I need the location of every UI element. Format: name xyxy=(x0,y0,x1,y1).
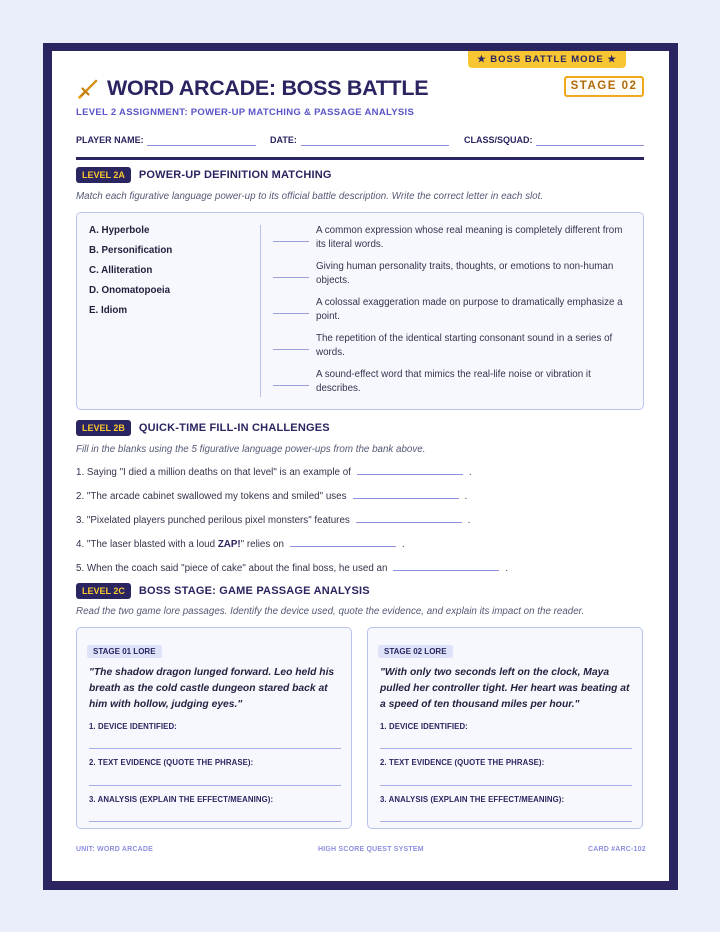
term-item: E. Idiom xyxy=(89,305,128,316)
date-label: DATE: xyxy=(270,135,297,145)
device-answer-line[interactable] xyxy=(89,748,341,749)
lore-card xyxy=(367,627,643,829)
prompt-end: . xyxy=(464,491,468,502)
level-pill: LEVEL 2C xyxy=(76,583,131,599)
answer-slot[interactable] xyxy=(273,349,309,350)
device-label: 1. DEVICE IDENTIFIED: xyxy=(380,722,468,731)
prompt-end: . xyxy=(468,467,472,478)
level-pill: LEVEL 2B xyxy=(76,420,131,436)
matching-divider xyxy=(260,225,261,397)
term-bank xyxy=(89,225,172,325)
matching-box xyxy=(76,212,644,410)
prompt-bold: ZAP! xyxy=(217,539,241,550)
device-label: 1. DEVICE IDENTIFIED: xyxy=(89,722,177,731)
definition-text: A colossal exaggeration made on purpose to dramatically emphasize a point. xyxy=(316,297,623,322)
definition-item xyxy=(273,332,633,368)
evidence-label: 2. TEXT EVIDENCE (QUOTE THE PHRASE): xyxy=(89,758,254,767)
prompt-text: 2. "The arcade cabinet swallowed my tokens and smiled" uses xyxy=(76,491,347,502)
definition-item xyxy=(273,260,633,296)
prompt-text: 3. "Pixelated players punched perilous pixel monsters" features xyxy=(76,515,350,526)
prompt-text-after: " relies on xyxy=(240,539,284,550)
sword-icon xyxy=(76,77,100,101)
definition-text: The repetition of the identical starting consonant sound in a series of words. xyxy=(316,333,613,358)
definition-text: A sound-effect word that mimics the real-life noise or vibration it describes. xyxy=(316,369,591,394)
section-2b-instructions: Fill in the blanks using the 5 figurative language power-ups from the bank above. xyxy=(76,444,426,455)
evidence-label: 2. TEXT EVIDENCE (QUOTE THE PHRASE): xyxy=(380,758,545,767)
analysis-label: 3. ANALYSIS (EXPLAIN THE EFFECT/MEANING): xyxy=(380,795,565,804)
footer-unit: UNIT: WORD ARCADE xyxy=(76,846,154,853)
lore-quote: "With only two seconds left on the clock, Maya pulled her controller tight. Her heart was beating at a speed of ten thousand miles per hour." xyxy=(380,667,630,710)
page-title: WORD ARCADE: BOSS BATTLE xyxy=(107,76,429,100)
answer-blank[interactable] xyxy=(353,488,459,499)
evidence-answer-line[interactable] xyxy=(380,785,632,786)
title-row xyxy=(76,76,428,101)
term-item: D. Onomatopoeia xyxy=(89,285,171,296)
answer-slot[interactable] xyxy=(273,277,309,278)
term-item: C. Alliteration xyxy=(89,265,153,276)
section-2c-header xyxy=(76,583,370,599)
class-squad-label: CLASS/SQUAD: xyxy=(464,135,533,145)
definition-text: Giving human personality traits, thoughts, or emotions to non-human objects. xyxy=(316,261,614,286)
prompt-end: . xyxy=(401,539,405,550)
section-2b-header xyxy=(76,420,330,436)
fill-in-item xyxy=(76,536,644,560)
lore-quote: "The shadow dragon lunged forward. Leo held his breath as the cold castle dungeon stared back at him with hollow, judging eyes." xyxy=(89,667,335,710)
definition-text: A common expression whose real meaning is completely different from its literal words. xyxy=(316,225,623,250)
evidence-answer-line[interactable] xyxy=(89,785,341,786)
answer-slot[interactable] xyxy=(273,313,309,314)
answer-blank[interactable] xyxy=(393,560,499,571)
section-2a-header xyxy=(76,167,332,183)
definition-item xyxy=(273,368,633,404)
prompt-text: 4. "The laser blasted with a loud xyxy=(76,539,218,550)
footer-system: HIGH SCORE QUEST SYSTEM xyxy=(318,846,424,853)
answer-blank[interactable] xyxy=(290,536,396,547)
section-2a-instructions: Match each figurative language power-up to its official battle description. Write the correct letter in each slot. xyxy=(76,191,544,202)
lore-tag: STAGE 01 LORE xyxy=(87,645,162,658)
fill-in-list xyxy=(76,464,644,584)
prompt-text: 1. Saying "I died a million deaths on that level" is an example of xyxy=(76,467,351,478)
fill-in-item xyxy=(76,560,644,584)
lore-tag: STAGE 02 LORE xyxy=(378,645,453,658)
player-name-label: PLAYER NAME: xyxy=(76,135,144,145)
term-item: A. Hyperbole xyxy=(89,225,150,236)
prompt-end: . xyxy=(505,563,509,574)
stage-badge: STAGE 02 xyxy=(564,76,644,97)
prompt-end: . xyxy=(467,515,471,526)
student-info-row xyxy=(76,134,644,148)
fill-in-item xyxy=(76,488,644,512)
fill-in-item xyxy=(76,512,644,536)
class-squad-field[interactable] xyxy=(536,145,644,146)
boss-battle-mode-badge: ★ BOSS BATTLE MODE ★ xyxy=(468,51,626,68)
fill-in-item xyxy=(76,464,644,488)
device-answer-line[interactable] xyxy=(380,748,632,749)
definition-list xyxy=(273,224,633,404)
analysis-label: 3. ANALYSIS (EXPLAIN THE EFFECT/MEANING): xyxy=(89,795,274,804)
header-divider xyxy=(76,157,644,160)
page-subtitle: LEVEL 2 ASSIGNMENT: POWER-UP MATCHING & PASSAGE ANALYSIS xyxy=(76,107,415,118)
section-title: POWER-UP DEFINITION MATCHING xyxy=(138,169,332,181)
date-field[interactable] xyxy=(301,145,449,146)
definition-item xyxy=(273,296,633,332)
answer-blank[interactable] xyxy=(356,512,462,523)
definition-item xyxy=(273,224,633,260)
analysis-answer-line[interactable] xyxy=(380,821,632,822)
lore-card xyxy=(76,627,352,829)
prompt-text: 5. When the coach said "piece of cake" about the final boss, he used an xyxy=(76,563,388,574)
section-title: QUICK-TIME FILL-IN CHALLENGES xyxy=(138,422,330,434)
answer-blank[interactable] xyxy=(357,464,463,475)
answer-slot[interactable] xyxy=(273,385,309,386)
level-pill: LEVEL 2A xyxy=(76,167,131,183)
footer-card-id: CARD #ARC-102 xyxy=(588,846,646,853)
player-name-field[interactable] xyxy=(147,145,256,146)
term-item: B. Personification xyxy=(89,245,173,256)
section-title: BOSS STAGE: GAME PASSAGE ANALYSIS xyxy=(138,585,370,597)
answer-slot[interactable] xyxy=(273,241,309,242)
analysis-answer-line[interactable] xyxy=(89,821,341,822)
section-2c-instructions: Read the two game lore passages. Identify the device used, quote the evidence, and explain its impact on the reader. xyxy=(76,606,585,617)
